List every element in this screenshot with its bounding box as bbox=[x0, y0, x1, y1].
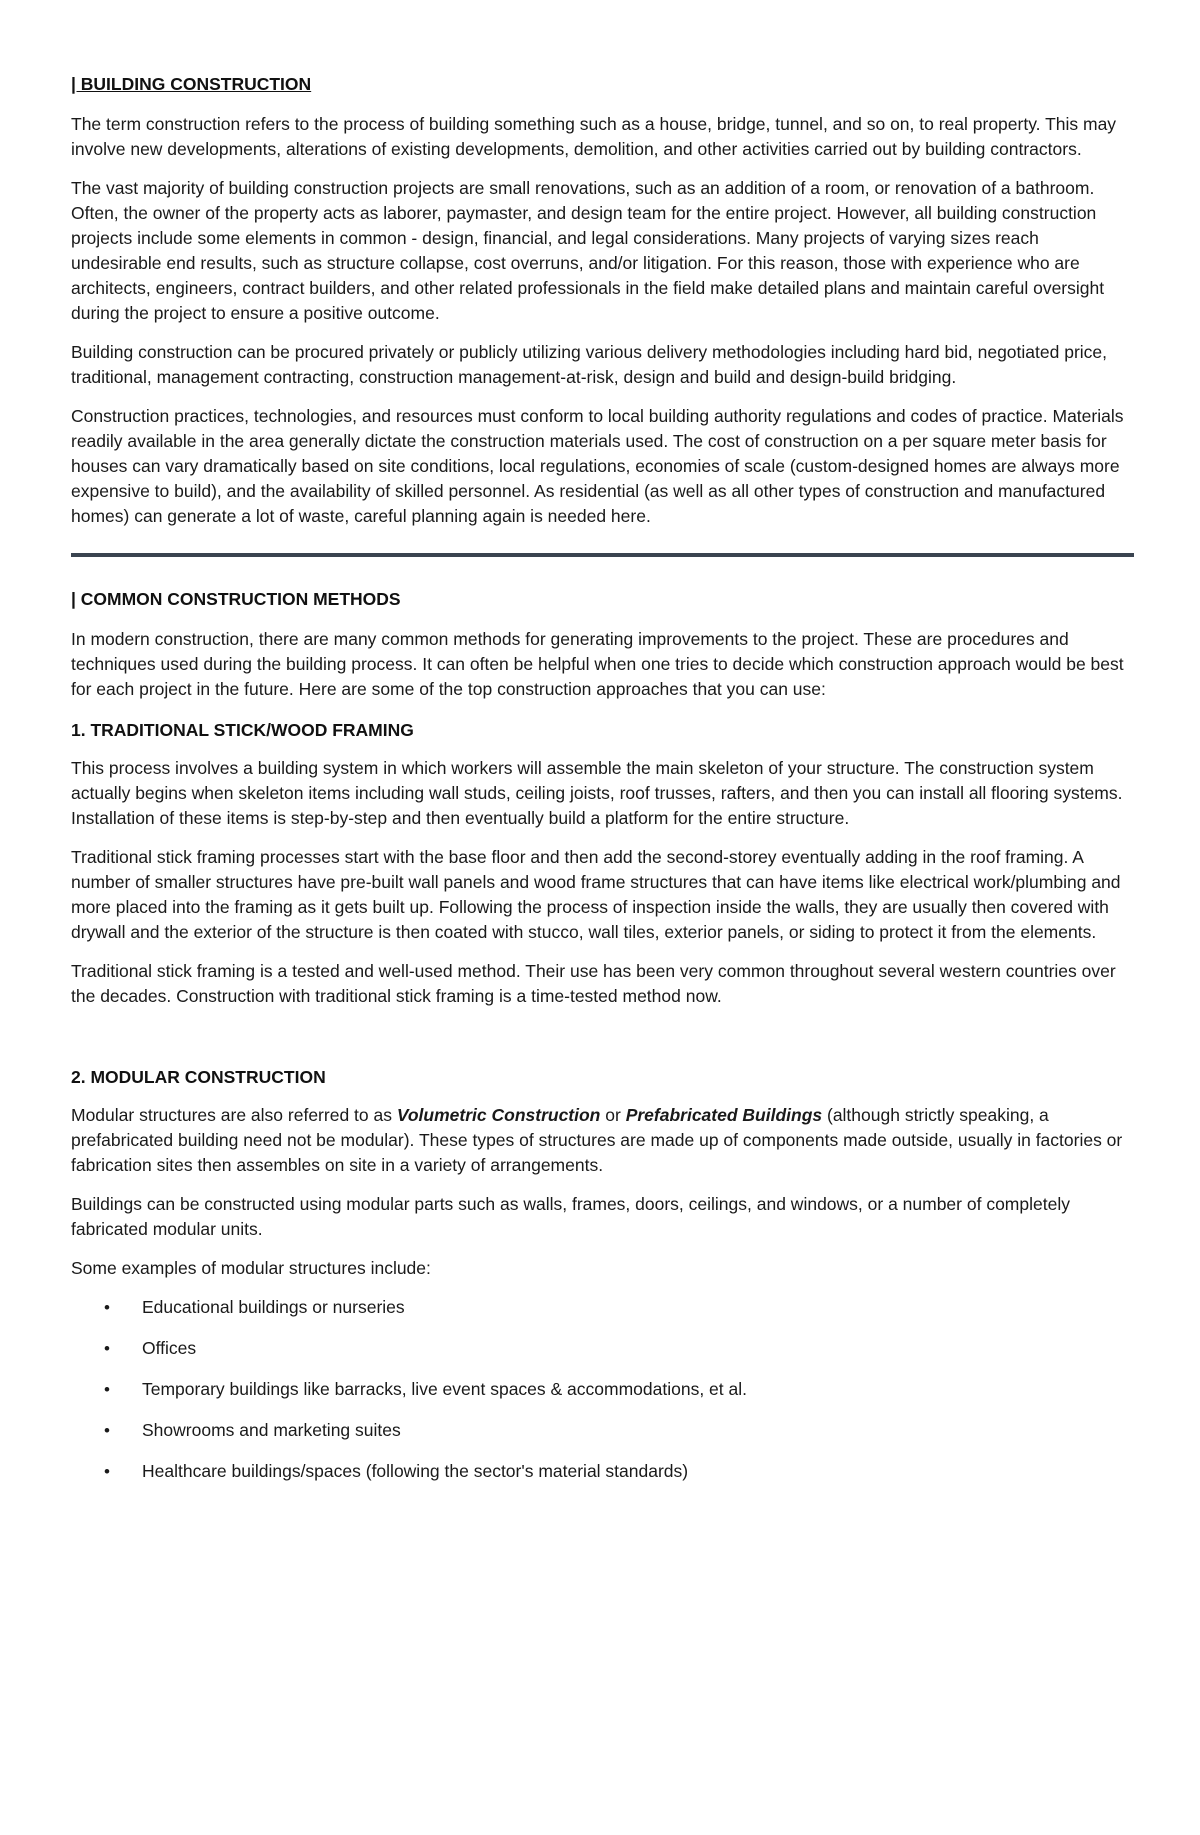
list-item bbox=[71, 1377, 1134, 1402]
bullet-icon: • bbox=[104, 1298, 110, 1317]
bullet-icon: • bbox=[104, 1339, 110, 1358]
paragraph: Buildings can be constructed using modular parts such as walls, frames, doors, ceilings, and windows, or a number of completely fabricated modular units. bbox=[71, 1194, 1070, 1239]
text-run: (although strictly speaking, a prefabricated building need not be modular). These types of structures are made up of components made outside, usually in factories or fabrication sites then assembles on site in a variety of arrangements. bbox=[71, 1105, 1123, 1175]
bullet-icon: • bbox=[104, 1462, 110, 1481]
paragraph: The vast majority of building construction projects are small renovations, such as an addition of a room, or renovation of a bathroom. Often, the owner of the property acts as laborer, paymaster, and design team for the entire project. However, all building construction projects include some elements in common - design, financial, and legal considerations. Many projects of varying sizes reach undesirable end results, such as structure collapse, cost overruns, and/or litigation. For this reason, those with experience who are architects, engineers, contract builders, and other related professionals in the field make detailed plans and maintain careful oversight during the project to ensure a positive outcome. bbox=[71, 178, 1105, 323]
list-item-text: Healthcare buildings/spaces (following the sector's material standards) bbox=[142, 1461, 689, 1481]
bullet-icon: • bbox=[104, 1380, 110, 1399]
list-item-text: Educational buildings or nurseries bbox=[142, 1297, 405, 1317]
paragraph: This process involves a building system in which workers will assemble the main skeleton of your structure. The construction system actually begins when skeleton items including wall studs, ceiling joists, roof trusses, rafters, and then you can install all flooring systems. Installation of these items is step-by-step and then eventually build a platform for the entire structure. bbox=[71, 758, 1123, 828]
term-volumetric-construction: Volumetric Construction bbox=[396, 1105, 601, 1125]
method-title-traditional-framing: 1. TRADITIONAL STICK/WOOD FRAMING bbox=[71, 720, 414, 740]
section-divider bbox=[71, 553, 1134, 557]
section-heading-common-methods: | COMMON CONSTRUCTION METHODS bbox=[71, 589, 401, 609]
term-prefabricated-buildings: Prefabricated Buildings bbox=[625, 1105, 823, 1125]
list-item-text: Temporary buildings like barracks, live event spaces & accommodations, et al. bbox=[142, 1379, 747, 1399]
list-item-text: Offices bbox=[142, 1338, 197, 1358]
paragraph: Construction practices, technologies, and resources must conform to local building authority regulations and codes of practice. Materials readily available in the area generally dictate the construction materials used. The cost of construction on a per square meter basis for houses can vary dramatically based on site conditions, local regulations, economies of scale (custom-designed homes are always more expensive to build), and the availability of skilled personnel. As residential (as well as all other types of construction and manufactured homes) can generate a lot of waste, careful planning again is needed here. bbox=[71, 406, 1124, 526]
paragraph: The term construction refers to the process of building something such as a house, bridge, tunnel, and so on, to real property. This may involve new developments, alterations of existing developments, demolition, and other activities carried out by building contractors. bbox=[71, 114, 1117, 159]
bullet-icon: • bbox=[104, 1421, 110, 1440]
examples-intro: Some examples of modular structures include: bbox=[71, 1258, 431, 1278]
section-heading-building-construction: | BUILDING CONSTRUCTION bbox=[71, 74, 312, 94]
paragraph: Building construction can be procured privately or publicly utilizing various delivery methodologies including hard bid, negotiated price, traditional, management contracting, construction management-at-risk, design and build and design-build bridging. bbox=[71, 342, 1108, 387]
examples-list bbox=[71, 1295, 1134, 1484]
text-run: Modular structures are also referred to as bbox=[71, 1105, 397, 1125]
paragraph: Traditional stick framing processes start with the base floor and then add the second-storey eventually adding in the roof framing. A number of smaller structures have pre-built wall panels and wood frame structures that can have items like electrical work/plumbing and more placed into the framing as it gets built up. Following the process of inspection inside the walls, they are usually then covered with drywall and the exterior of the structure is then coated with stucco, wall tiles, exterior panels, or siding to protect it from the elements. bbox=[71, 847, 1121, 942]
list-item bbox=[71, 1459, 1134, 1484]
list-item bbox=[71, 1336, 1134, 1361]
paragraph: In modern construction, there are many common methods for generating improvements to the project. These are procedures and techniques used during the building process. It can often be helpful when one tries to decide which construction approach would be best for each project in the future. Here are some of the top construction approaches that you can use: bbox=[71, 629, 1124, 699]
spacer bbox=[71, 1023, 1134, 1049]
paragraph-modular-intro bbox=[71, 1103, 1134, 1178]
list-item-text: Showrooms and marketing suites bbox=[142, 1420, 401, 1440]
method-title-modular-construction: 2. MODULAR CONSTRUCTION bbox=[71, 1067, 326, 1087]
list-item bbox=[71, 1295, 1134, 1320]
list-item bbox=[71, 1418, 1134, 1443]
text-run: or bbox=[600, 1105, 626, 1125]
paragraph: Traditional stick framing is a tested and well-used method. Their use has been very common throughout several western countries over the decades. Construction with traditional stick framing is a time-tested method now. bbox=[71, 961, 1116, 1006]
